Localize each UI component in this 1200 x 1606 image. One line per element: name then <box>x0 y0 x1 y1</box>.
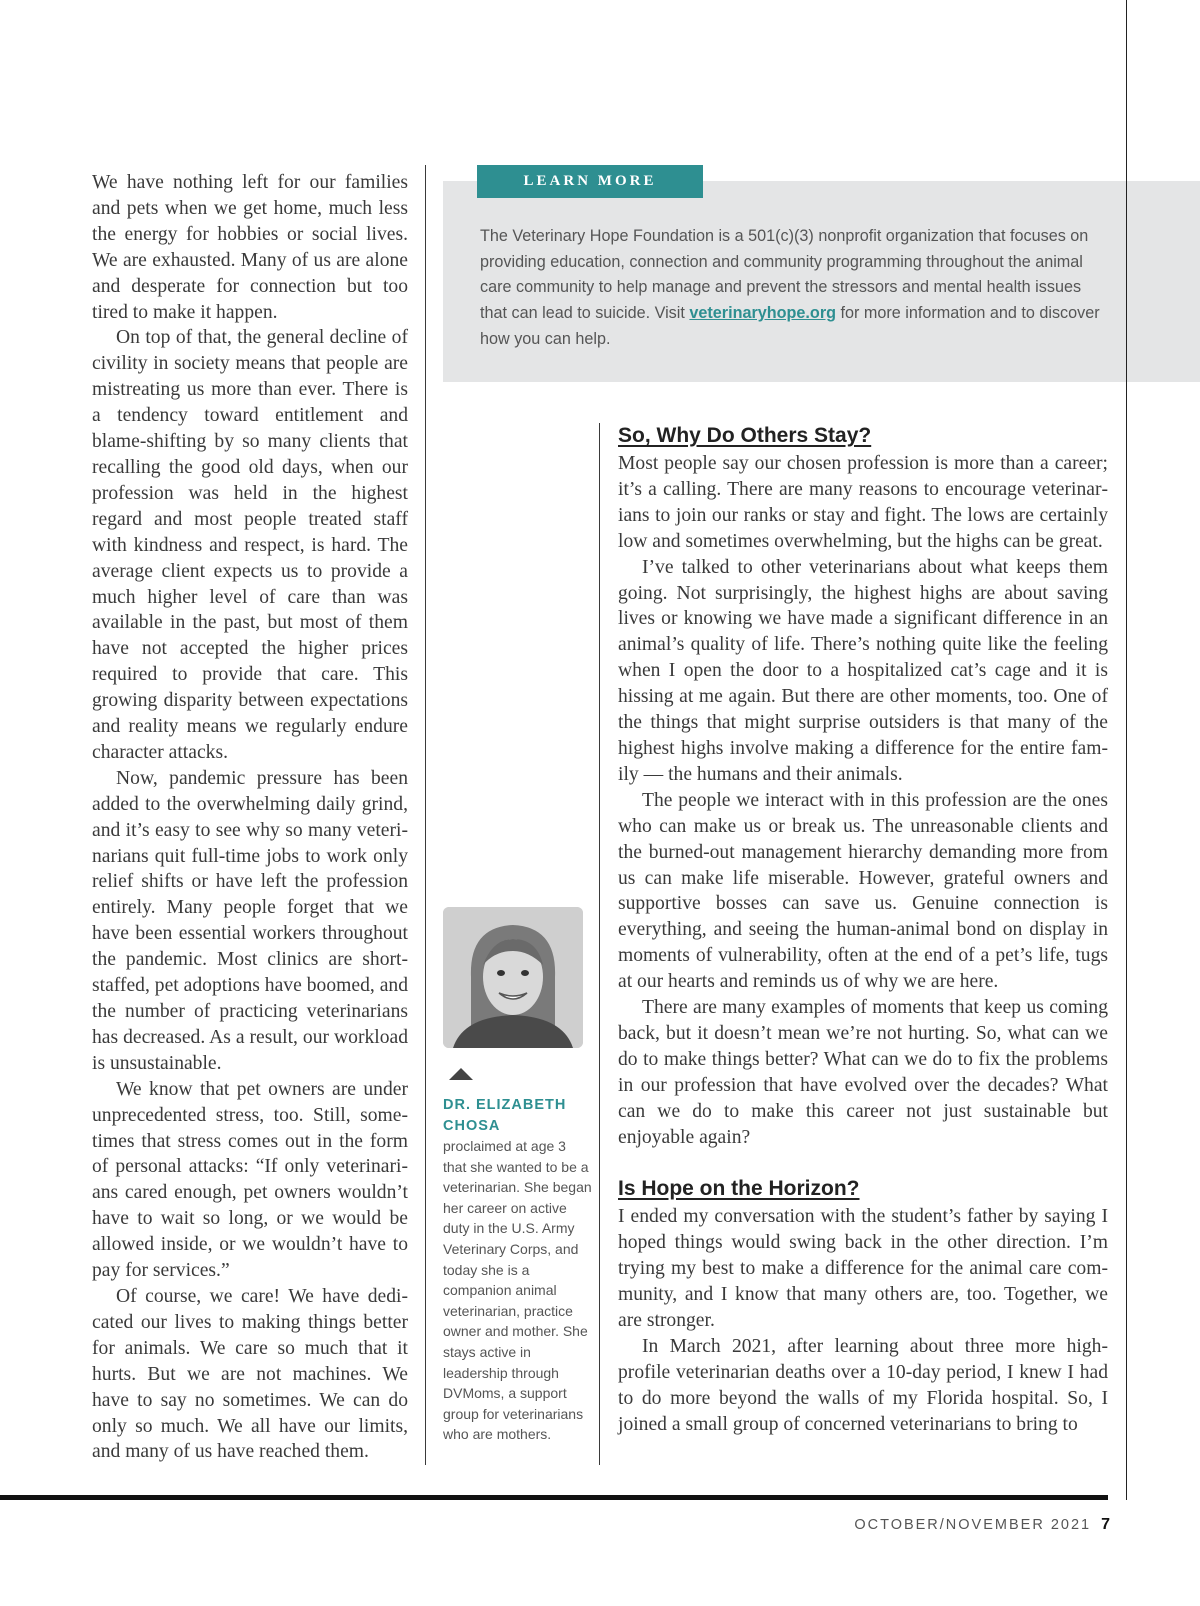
caption-arrow-icon <box>449 1068 473 1080</box>
column-divider-right <box>599 423 600 1465</box>
right-paragraph: I’ve talked to other veterinarians about what keeps them going. Not surprisingly, the highest highs are about saving lives or knowing we have made a significant difference in an animal’s quality of life. There’s nothing quite like the feeling when I open the door to a hospitalized cat’s cage and it is hissing at me again. But there are other moments, too. One of the things that might surprise outsiders is that many of the highest highs involve making a difference for the entire family — the humans and their animals. <box>618 556 1108 785</box>
right-paragraph: I ended my conversation with the student’s father by saying I hoped things would swing back in the other direction. I’m trying my best to make a difference for the animal care community, and I know that many others are, too. Together, we are stronger. <box>618 1206 1108 1332</box>
issue-date: OCTOBER/NOVEMBER 2021 <box>854 1517 1092 1533</box>
page-edge-rule <box>1126 0 1127 1500</box>
author-name: DR. ELIZABETH CHOSA <box>443 1097 567 1134</box>
learn-more-text-start: The Veterinary Hope Foundation is a 501(c)(3) nonprofit organization that focuses on providing education, connection and community programming throughout the animal care community to help manage and prevent the stressors and mental health issues that can lead to suicide. Visit <box>480 227 1089 323</box>
left-column <box>92 170 408 1465</box>
section-heading-why-stay: So, Why Do Others Stay? <box>618 424 872 447</box>
learn-more-text-end: for more information and to discover how you can help. <box>480 304 1100 348</box>
author-portrait-icon <box>443 907 583 1048</box>
page-footer <box>854 1516 1110 1534</box>
right-column <box>618 423 1108 1438</box>
left-paragraph: Now, pandemic pressure has been added to the overwhelming daily grind, and it’s easy to see why so many veterinarians quit full-time jobs to work only relief shifts or have left the profession entirely. Many people forget that we have been essential workers throughout the pandemic. Most clinics are short-staffed, pet adoptions have boomed, and the number of practicing veterinarians has decreased. As a result, our workload is unsustainable. <box>92 767 408 1074</box>
right-paragraph: Most people say our chosen profession is more than a career; it’s a calling. There are many reasons to encourage veterinarians to join our ranks or stay and fight. The lows are certainly low and sometimes overwhelming, but the highs can be great. <box>618 453 1108 552</box>
right-paragraph: There are many examples of moments that keep us coming back, but it doesn’t mean we’re not hurting. So, what can we do to make things better? What can we do to fix the problems in our profession that have evolved over the decades? What can we do to make this career not just sustainable but enjoyable again? <box>618 997 1108 1148</box>
left-paragraph: On top of that, the general decline of civility in society means that people are mistreating us more than ever. There is a tendency toward entitlement and blame-shifting by so many clients that recalling the good old days, when our profession was held in the highest regard and most people treated staff with kindness and respect, is hard. The average client expects us to provide a much higher level of care than was available in the past, but most of them have not accepted the higher prices required to provide that care. This growing disparity between expectations and reality means we regularly endure character attacks. <box>92 327 408 763</box>
learn-more-tab: LEARN MORE <box>477 165 703 198</box>
left-paragraph: We have nothing left for our families and pets when we get home, much less the energy for hobbies or social lives. We are exhausted. Many of us are alone and desperate for connection but too tired to make it happen. <box>92 172 408 323</box>
learn-more-text <box>480 224 1100 353</box>
column-divider-left <box>425 165 426 1465</box>
author-photo <box>443 907 583 1048</box>
bottom-rule <box>0 1495 1108 1500</box>
right-paragraph: The people we interact with in this profession are the ones who can make us or break us. The unreasonable clients and the burned-out management hierarchy demanding more from us can make life miserable. However, grateful owners and supportive bosses can save us. Genuine connection is everything, and seeing the human-animal bond on display in moments of vulnerability, often at the end of a pet’s life, tugs at our hearts and reminds us of why we are here. <box>618 789 1108 993</box>
section-heading-hope: Is Hope on the Horizon? <box>618 1177 860 1201</box>
author-caption <box>443 1095 593 1445</box>
page-number: 7 <box>1101 1516 1110 1533</box>
left-paragraph: Of course, we care! We have dedicated our lives to making things better for animals. We care so much that it hurts. But we are not machines. We have to say no sometimes. We can do only so much. We all have our limits, and many of us have reached them. <box>92 1285 408 1463</box>
author-bio: proclaimed at age 3 that she wanted to be a veterinarian. She began her career on active duty in the U.S. Army Veterinary Corps, and today she is a companion animal veterinarian, practice owner and mother. She stays active in leadership through DVMoms, a support group for veterinarians who are mothers. <box>443 1138 592 1443</box>
left-paragraph: We know that pet owners are under unprecedented stress, too. Still, sometimes that stress comes out in the form of personal attacks: “If only veterinarians cared enough, pet owners wouldn’t have to wait so long, or we would be allowed inside, or we wouldn’t have to pay for services.” <box>92 1078 408 1282</box>
veterinaryhope-link[interactable]: veterinaryhope.org <box>689 304 837 323</box>
right-paragraph: In March 2021, after learning about three more high-profile veterinarian deaths over a 10-day period, I knew I had to do more beyond the walls of my Florida hospital. So, I joined a small group of concerned veterinarians to bring to <box>618 1336 1108 1435</box>
